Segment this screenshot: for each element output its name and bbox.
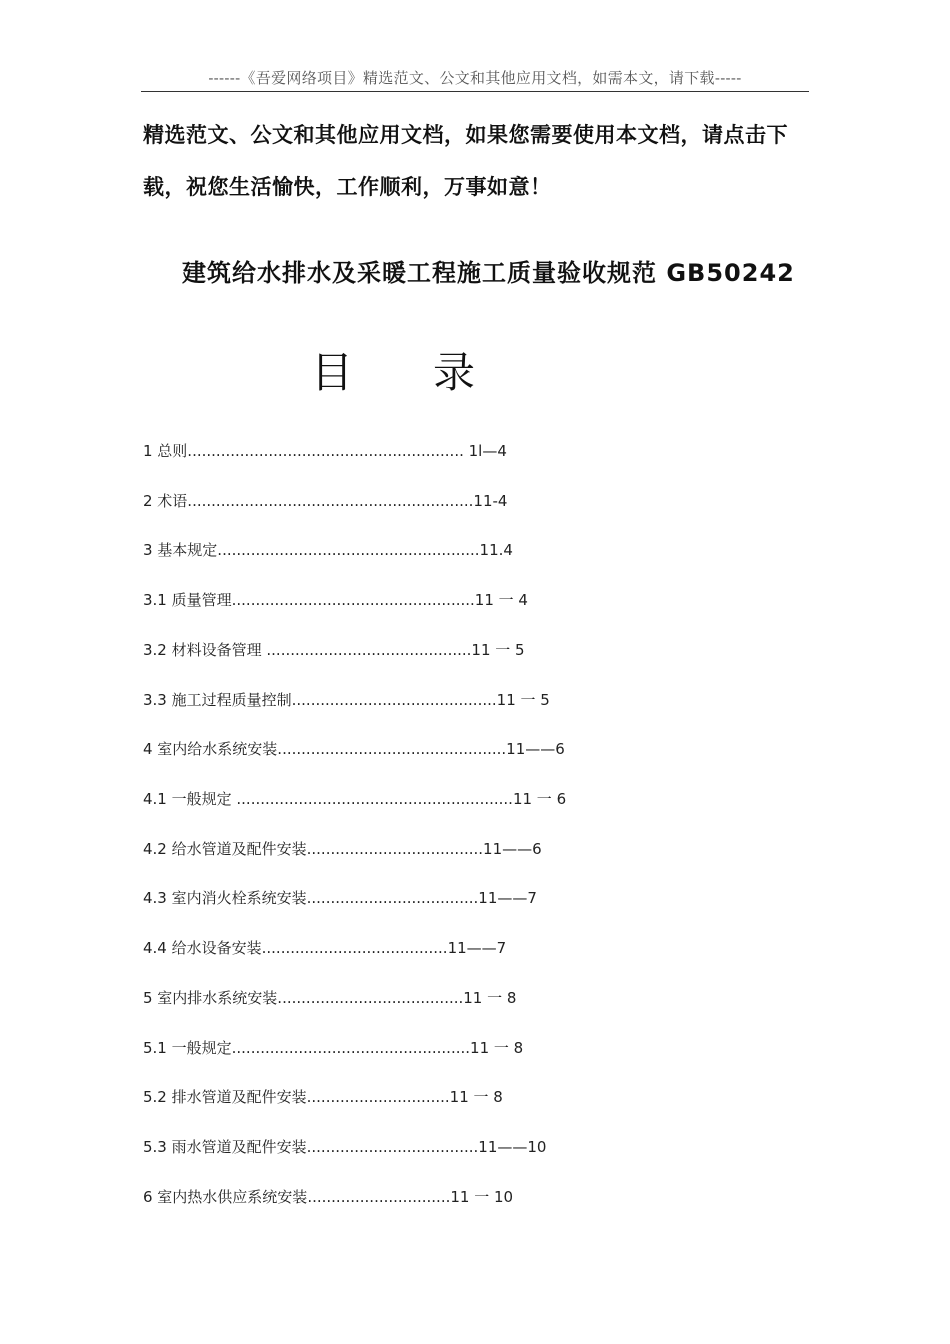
toc-entry[interactable]: 2 术语............................................................11-4	[143, 492, 508, 510]
toc-entry[interactable]: 4.4 给水设备安装.......................................11——7	[143, 939, 507, 957]
toc-entry[interactable]: 3.1 质量管理...................................................11 一 4	[143, 591, 528, 609]
toc-entry[interactable]: 3.3 施工过程质量控制...........................................11 一 5	[143, 691, 550, 709]
toc-heading	[0, 340, 950, 397]
header-banner: ------《吾爱网络项目》精选范文、公文和其他应用文档，如需本文，请下载-----	[208, 69, 742, 87]
toc-entry[interactable]: 6 室内热水供应系统安装..............................11 一 10	[143, 1188, 514, 1206]
toc-entry[interactable]: 4.1 一般规定 ..........................................................11 一 6	[143, 790, 567, 808]
intro-line-2: 载，祝您生活愉快，工作顺利，万事如意！	[143, 175, 552, 199]
toc-entry[interactable]: 4 室内给水系统安装................................................11——6	[143, 740, 565, 758]
toc-entry[interactable]: 1 总则.......................................................... 1l—4	[143, 442, 507, 460]
toc-heading-char-2: 录	[433, 348, 476, 397]
toc-heading-char-1: 目	[311, 348, 354, 397]
toc-entry[interactable]: 5.1 一般规定..................................................11 一 8	[143, 1039, 524, 1057]
toc-entry[interactable]: 4.2 给水管道及配件安装.....................................11——6	[143, 840, 542, 858]
toc-entry[interactable]: 3.2 材料设备管理 ...........................................11 一 5	[143, 641, 525, 659]
document-title: 建筑给水排水及采暖工程施工质量验收规范 GB50242	[182, 259, 795, 287]
toc-entry[interactable]: 3 基本规定.......................................................11.4	[143, 541, 513, 559]
toc-entry[interactable]: 5 室内排水系统安装.......................................11 一 8	[143, 989, 517, 1007]
header-divider	[141, 91, 809, 92]
toc-entry[interactable]: 4.3 室内消火栓系统安装....................................11——7	[143, 889, 537, 907]
intro-line-1: 精选范文、公文和其他应用文档，如果您需要使用本文档，请点击下	[143, 123, 788, 147]
toc-entry[interactable]: 5.2 排水管道及配件安装..............................11 一 8	[143, 1088, 503, 1106]
toc-entry[interactable]: 5.3 雨水管道及配件安装....................................11——10	[143, 1138, 547, 1156]
